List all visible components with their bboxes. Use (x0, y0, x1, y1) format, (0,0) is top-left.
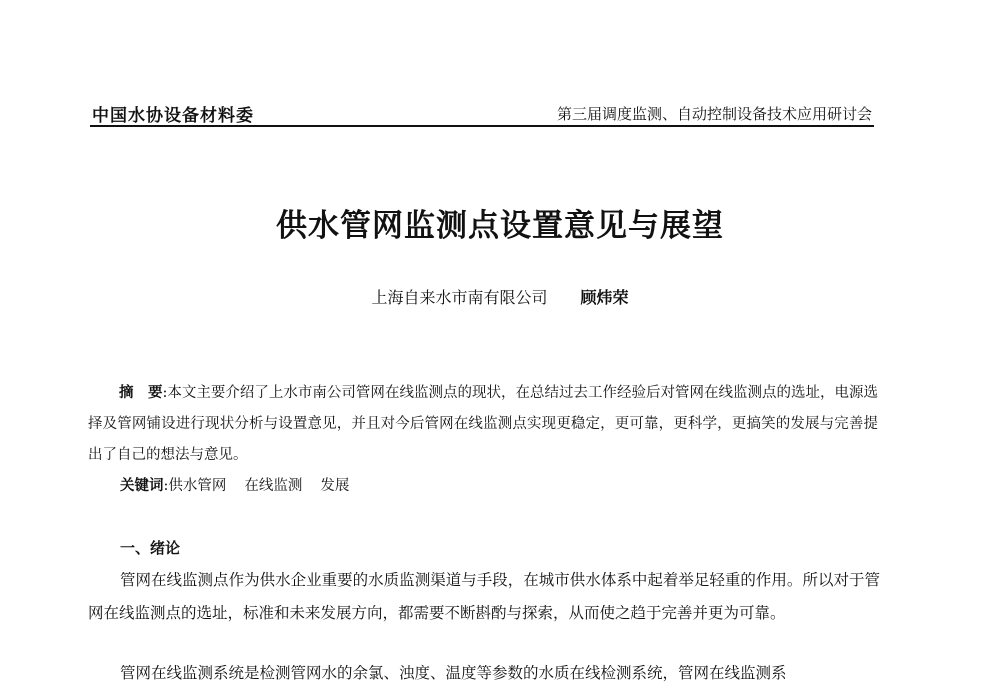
keyword: 在线监测 (244, 478, 303, 494)
author-name: 顾炜荣 (580, 288, 629, 307)
abstract-text: 本文主要介绍了上水市南公司管网在线监测点的现状，在总结过去工作经验后对管网在线监测点的选址，电源选择及管网铺设进行现状分析与设置意见，并且对今后管网在线监测点实现更稳定，更可靠，更科学，更搞笑的发展与完善提出了自己的想法与意见。 (88, 385, 879, 463)
abstract-label: 摘 要 (119, 385, 163, 401)
author-organization: 上海自来水市南有限公司 (371, 288, 548, 307)
running-header-left: 中国水协设备材料委 (92, 106, 254, 126)
running-header-right: 第三届调度监测、自动控制设备技术应用研讨会 (556, 105, 872, 123)
keywords (120, 474, 367, 495)
header-rule (90, 125, 874, 127)
keyword: 发展 (320, 478, 350, 494)
section-heading: 一、绪论 (120, 539, 181, 557)
paper-title: 供水管网监测点设置意见与展望 (276, 208, 724, 244)
keyword: 供水管网 (168, 478, 227, 494)
keywords-label: 关键词 (120, 478, 164, 494)
abstract (88, 378, 878, 471)
keywords-colon: : (163, 478, 169, 494)
body-paragraph: 管网在线监测点作为供水企业重要的水质监测渠道与手段，在城市供水体系中起着举足轻重的作用。所以对于管网在线监测点的选址，标准和未来发展方向，都需要不断斟酌与探索，从而使之趋于完善并更为可靠。 (88, 571, 880, 622)
body-paragraph: 管网在线监测系统是检测管网水的余氯、浊度、温度等参数的水质在线检测系统，管网在线监测系 (120, 664, 787, 682)
abstract-colon: : (162, 385, 168, 401)
byline (0, 285, 1000, 308)
